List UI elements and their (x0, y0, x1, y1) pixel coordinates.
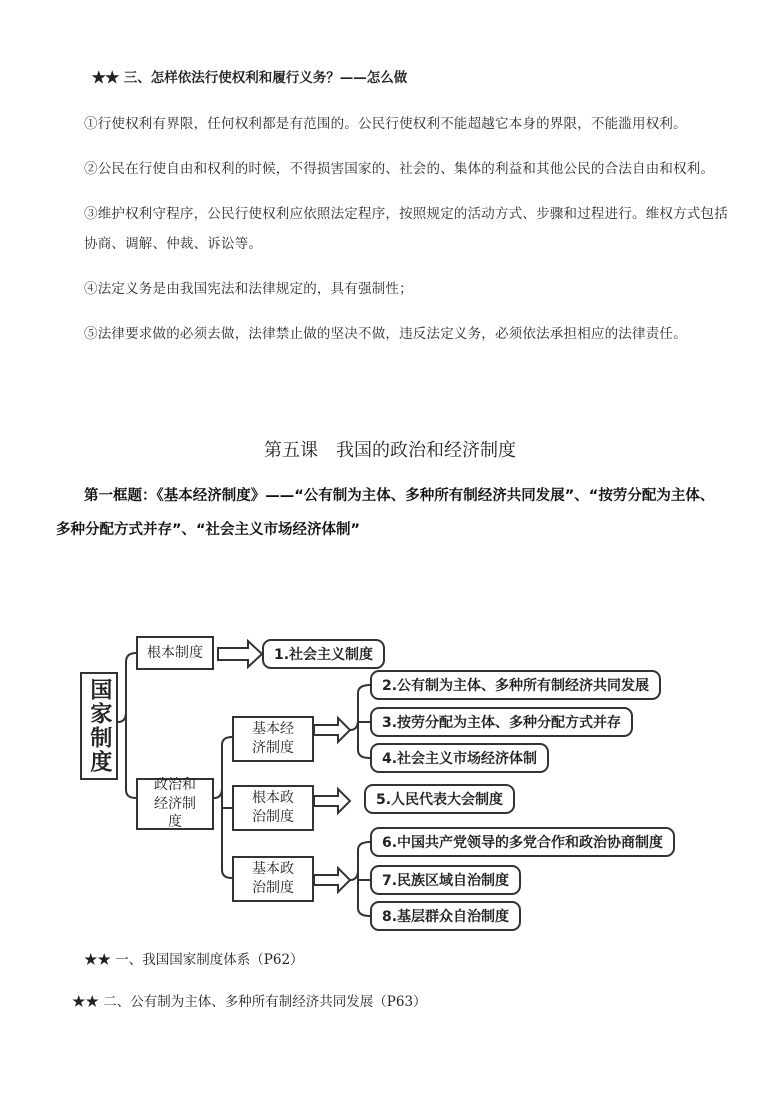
paragraph-5: ⑤法律要求做的必须去做，法律禁止做的坚决不做，违反法定义务，必须依法承担相应的法律责任。 (84, 326, 687, 342)
paragraph-4: ④法定义务是由我国宪法和法律规定的，具有强制性； (84, 281, 413, 297)
paragraph-3-cont: 协商、调解、仲裁、诉讼等。 (84, 236, 263, 252)
node-political-economic-system: 政治和经济制度 (136, 778, 214, 830)
paragraph-3: ③维护权利守程序，公民行使权利应依照法定程序，按照规定的活动方式、步骤和过程进行。维权方式包括 (84, 206, 728, 222)
section-heading-3: ★★ 三、怎样依法行使权利和履行义务？——怎么做 (92, 70, 408, 86)
leaf-8: 8.基层群众自治制度 (370, 901, 521, 931)
leaf-7: 7.民族区域自治制度 (370, 865, 521, 895)
item-national-system: ★★ 一、我国国家制度体系（P62） (84, 952, 304, 968)
node-national-system: 国家制度 (80, 672, 118, 780)
leaf-3: 3.按劳分配为主体、多种分配方式并存 (370, 707, 633, 737)
paragraph-1: ①行使权利有界限，任何权利都是有范围的。公民行使权利不能超越它本身的界限，不能滥用权利。 (84, 116, 687, 132)
frame-title-line1: 第一框题：《基本经济制度》——“公有制为主体、多种所有制经济共同发展”、“按劳分配为主体、 (84, 488, 715, 504)
leaf-5: 5.人民代表大会制度 (364, 784, 515, 814)
leaf-2: 2.公有制为主体、多种所有制经济共同发展 (370, 670, 661, 700)
node-fundamental-political-system: 根本政治制度 (232, 785, 314, 831)
paragraph-2: ②公民在行使自由和权利的时候，不得损害国家的、社会的、集体的利益和其他公民的合法自由和权利。 (84, 161, 715, 177)
leaf-4: 4.社会主义市场经济体制 (370, 743, 549, 773)
leaf-6: 6.中国共产党领导的多党合作和政治协商制度 (370, 827, 675, 857)
node-basic-economic-system: 基本经济制度 (232, 716, 314, 762)
lesson-title: 第五课 我国的政治和经济制度 (264, 440, 516, 461)
leaf-1: 1.社会主义制度 (262, 639, 385, 669)
item-public-ownership: ★★ 二、公有制为主体、多种所有制经济共同发展（P63） (72, 994, 427, 1010)
node-fundamental-system: 根本制度 (136, 636, 214, 670)
node-basic-political-system: 基本政治制度 (232, 856, 314, 902)
frame-title-line2: 多种分配方式并存”、“社会主义市场经济体制” (56, 522, 361, 538)
